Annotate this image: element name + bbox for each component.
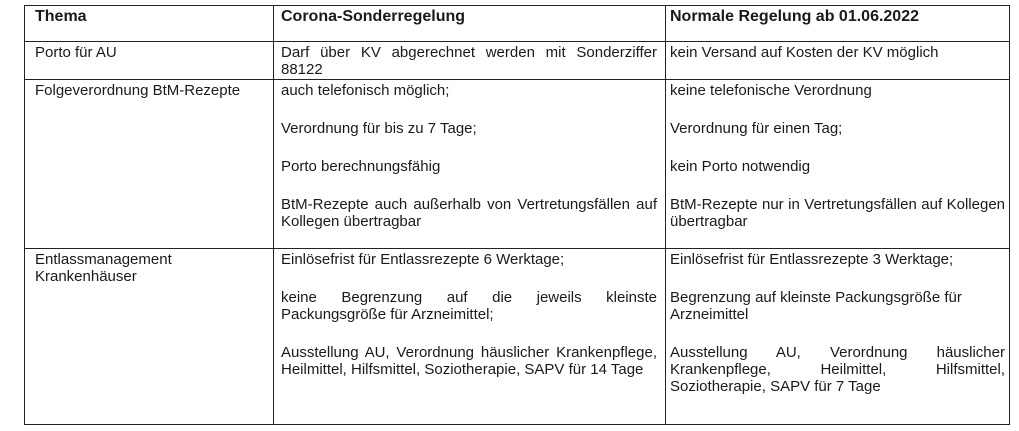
normal-text: Verordnung für einen Tag; bbox=[670, 120, 843, 137]
normal-text: BtM-Rezepte nur in Vertretungsfällen auf Kollegen übertragbar bbox=[670, 196, 1005, 230]
table-border-left bbox=[24, 5, 25, 425]
normal-cell bbox=[670, 251, 1005, 395]
normal-text: kein Versand auf Kosten der KV möglich bbox=[670, 44, 939, 61]
table-border-top bbox=[24, 5, 1010, 6]
corona-text: keine Begrenzung auf die jeweils kleinste Packungsgröße für Arzneimittel; bbox=[281, 289, 657, 323]
header-cell-topic: Thema bbox=[35, 8, 87, 25]
topic-cell: Porto für AU bbox=[35, 44, 117, 61]
regulation-table bbox=[24, 5, 1010, 425]
corona-cell bbox=[281, 251, 657, 378]
row-divider bbox=[24, 248, 1010, 249]
header-cell-normal: Normale Regelung ab 01.06.2022 bbox=[670, 8, 919, 25]
row-divider bbox=[24, 79, 1010, 80]
column-divider bbox=[273, 5, 274, 425]
corona-text: BtM-Rezepte auch außerhalb von Vertretungsfällen auf Kollegen übertragbar bbox=[281, 196, 657, 230]
normal-text: Begrenzung auf kleinste Packungsgröße für Arzneimittel bbox=[670, 289, 962, 323]
normal-text: Ausstellung AU, Verordnung häuslicher Krankenpflege, Heilmittel, Hilfsmittel, Soziotherapie, SAPV für 7 Tage bbox=[670, 344, 1005, 395]
normal-text: keine telefonische Verordnung bbox=[670, 82, 872, 99]
corona-text: Einlösefrist für Entlassrezepte 6 Werktage; bbox=[281, 251, 565, 268]
header-cell-corona: Corona-Sonderregelung bbox=[281, 8, 466, 25]
corona-text: Porto berechnungsfähig bbox=[281, 158, 441, 175]
topic-cell: Folgeverordnung BtM-Rezepte bbox=[35, 82, 241, 99]
corona-text: Ausstellung AU, Verordnung häuslicher Krankenpflege, Heilmittel, Hilfsmittel, Soziotherapie, SAPV für 14 Tage bbox=[281, 344, 657, 378]
corona-text: Darf über KV abgerechnet werden mit Sonderziffer 88122 bbox=[281, 44, 657, 78]
normal-text: kein Porto notwendig bbox=[670, 158, 811, 175]
normal-cell bbox=[670, 82, 1005, 230]
normal-text: Einlösefrist für Entlassrezepte 3 Werktage; bbox=[670, 251, 954, 268]
header-divider bbox=[24, 41, 1010, 42]
table-border-right bbox=[1009, 5, 1010, 425]
corona-text: Verordnung für bis zu 7 Tage; bbox=[281, 120, 477, 137]
corona-cell bbox=[281, 44, 657, 78]
normal-cell bbox=[670, 44, 1005, 61]
table-border-bottom bbox=[24, 424, 1010, 425]
topic-cell: Entlassmanagement Krankenhäuser bbox=[35, 251, 172, 285]
corona-cell bbox=[281, 82, 657, 230]
corona-text: auch telefonisch möglich; bbox=[281, 82, 450, 99]
column-divider bbox=[665, 5, 666, 425]
